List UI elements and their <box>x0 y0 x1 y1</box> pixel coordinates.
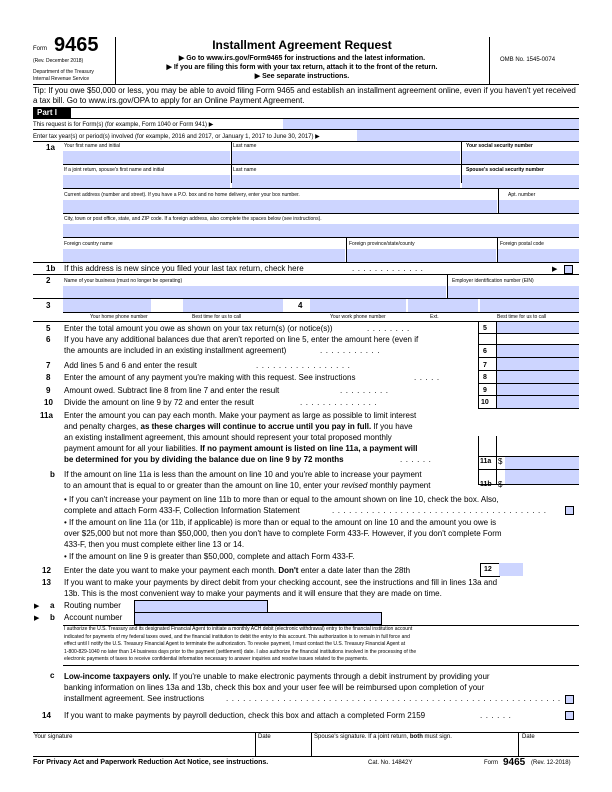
line-11b-box-label: 11b <box>480 481 492 488</box>
department: Department of the Treasury <box>33 69 94 75</box>
line-6-text-2: the amounts are included in an existing installment agreement) <box>64 346 287 355</box>
auth-line-1: I authorize the U.S. Treasury and its designated Financial Agent to initiate a monthly ACH debit (electronic withdrawal) entry to the financial institution account <box>64 626 413 632</box>
apt-number-label: Apt. number <box>508 192 536 198</box>
bullet-2-line-2: over $25,000 but not more than $50,000, then you don't have to complete Form 433-F. However, if you don't complete Form <box>64 529 502 538</box>
line-5-box-label: 5 <box>483 325 487 332</box>
ext-label: Ext. <box>430 314 439 320</box>
line-7-text: Add lines 5 and 6 and enter the result <box>64 361 197 370</box>
line-11a-text-3: an existing installment agreement, this amount should represent your total proposed monthly <box>64 433 392 442</box>
agency: Internal Revenue Service <box>33 76 90 82</box>
home-best-time-label: Best time for us to call <box>192 314 242 320</box>
first-name-field[interactable] <box>63 151 230 164</box>
tip-text: Tip: If you owe $50,000 or less, you may be able to avoid filing Form 9465 and establish an installment agreement online, even if you haven't yet received a tax bill. Go to www.irs.gov/OPA to apply for an Online Payment Agreement. <box>33 86 576 105</box>
line-11b-letter: b <box>50 470 55 479</box>
line-13c-text-1a: Low-income taxpayers only. <box>64 672 171 681</box>
line-13-text-1: If you want to make your payments by direct debit from your checking account, see the instructions and fill in lines 13a and <box>64 578 498 587</box>
line-11a-text-4b: If no payment amount is listed on line 11a, a payment will <box>200 444 418 453</box>
line-1b-checkbox[interactable] <box>564 265 573 274</box>
line-8-amount-field[interactable] <box>497 371 579 383</box>
line-6-box-label: 6 <box>483 348 487 355</box>
work-phone-ext-field[interactable] <box>408 299 478 312</box>
line-11b-text-1: If the amount on line 11a is less than the amount on line 10 and you're able to increase your payment <box>64 470 422 479</box>
line-11a-text-2 <box>64 422 413 432</box>
line-11b-amount-field[interactable] <box>505 470 579 484</box>
account-number-field[interactable] <box>134 612 382 625</box>
your-signature-field[interactable] <box>34 742 254 754</box>
line-13-text-2: 13b. This is the most convenient way to make your payments and it will ensure that they are made on time. <box>64 589 442 598</box>
line-13-number: 13 <box>42 578 51 587</box>
line-10-box-label: 10 <box>481 399 489 406</box>
footer-form-number: 9465 <box>503 757 526 768</box>
city-field[interactable] <box>63 224 579 237</box>
spouse-sig-a: Spouse's signature. If a joint return, <box>314 734 410 740</box>
city-label: City, town or post office, state, and ZIP code. If a foreign address, also complete the spaces below (see instructions). <box>64 216 322 222</box>
line-9-text: Amount owed. Subtract line 8 from line 7 and enter the result <box>64 386 280 395</box>
line-13c-text-3: installment agreement. See instructions <box>64 694 205 703</box>
line-13c-letter: c <box>50 671 55 680</box>
line-10-number: 10 <box>44 398 53 407</box>
line-5-dots: ........ <box>367 324 413 333</box>
foreign-postal-label: Foreign postal code <box>500 241 544 247</box>
auth-line-5: electronic payments of taxes to receive confidential information necessary to answer inquiries and resolve issues related to the payments. <box>64 656 369 662</box>
form-word: Form <box>33 46 47 52</box>
line-12-number: 12 <box>42 566 51 575</box>
form-number: 9465 <box>54 34 99 56</box>
line-9-box-label: 9 <box>483 387 487 394</box>
line-11a-box-label: 11a <box>480 458 492 465</box>
line-1b-number: 1b <box>46 264 56 273</box>
line-13c-dots: ........................................................... <box>226 694 564 703</box>
ein-field[interactable] <box>448 286 579 298</box>
your-signature-label: Your signature <box>34 734 73 740</box>
line-12-date-field[interactable] <box>499 563 523 576</box>
foreign-country-field[interactable] <box>63 249 345 262</box>
spouse-first-name-field[interactable] <box>63 175 230 188</box>
foreign-country-label: Foreign country name <box>64 241 113 247</box>
date-label-2: Date <box>522 734 535 740</box>
line-9-dots: ......... <box>340 386 392 395</box>
line-11a-text-2b: as these charges will continue to accrue until you pay in full. <box>140 422 372 431</box>
ssn-field[interactable] <box>462 151 579 164</box>
line-11b-text-2 <box>64 481 430 491</box>
ssn-label: Your social security number <box>466 143 533 149</box>
last-name-label: Last name <box>233 143 257 149</box>
last-name-field[interactable] <box>232 151 460 164</box>
tax-years-field[interactable] <box>357 130 579 141</box>
auth-line-3: effect until I notify the U.S. Treasury Financial Agent to terminate the authorization. To revoke payment, I must contact the U.S. Treasury Financial Agent at <box>64 641 406 647</box>
payroll-deduction-checkbox[interactable] <box>565 711 574 720</box>
line-7-dots: ................. <box>256 361 354 370</box>
bullet-2-line-1: • If the amount on line 11a (or 11b, if applicable) is more than or equal to the amount on line 10 and the amount you owe is <box>64 518 497 527</box>
part-label: Part I <box>33 108 71 118</box>
line-9-amount-field[interactable] <box>497 384 579 395</box>
line-4-number: 4 <box>298 301 303 310</box>
business-name-field[interactable] <box>63 286 446 298</box>
spouse-signature-label <box>314 734 452 740</box>
line-5-amount-field[interactable] <box>497 322 579 333</box>
home-phone-field[interactable] <box>63 299 151 312</box>
line-11a-dots: ...... <box>400 455 435 464</box>
line-10-text: Divide the amount on line 9 by 72 and enter the result <box>64 398 254 407</box>
line-7-amount-field[interactable] <box>497 358 579 370</box>
line-13b-arrow: ▶ <box>34 615 40 622</box>
footer-form-word: Form <box>484 760 498 766</box>
home-phone-label: Your home phone number <box>90 314 148 320</box>
line-8-dots: ..... <box>414 373 443 382</box>
auth-line-4: 1-800-829-1040 no later than 14 business days prior to the payment (settlement) date. I also authorize the financial institutions involved in the processing of the <box>64 648 417 655</box>
line-12-text <box>64 566 410 576</box>
foreign-province-label: Foreign province/state/county <box>349 241 415 247</box>
low-income-checkbox[interactable] <box>565 695 574 704</box>
line-13c-text-1 <box>64 672 490 682</box>
line-8-box-label: 8 <box>483 374 487 381</box>
tax-years-label: Enter tax year(s) or period(s) involved (for example, 2016 and 2017, or January 1, 2017 to June 30, 2017) ▶ <box>33 134 320 140</box>
debit-authorization <box>64 626 578 664</box>
footer-revision: (Rev. 12-2018) <box>531 760 571 766</box>
line-6-text-1: If you have any additional balances due that aren't reported on line 5, enter the amount here (even if <box>64 335 419 344</box>
line-7-box-label: 7 <box>483 362 487 369</box>
spouse-ssn-label: Spouse's social security number <box>466 167 544 173</box>
spouse-last-name-field[interactable] <box>232 175 460 188</box>
line-11a-text-1: Enter the amount you can pay each month. Make your payment as large as possible to limit interest <box>64 411 417 420</box>
line-14-number: 14 <box>42 711 51 720</box>
account-number-label: Account number <box>64 613 123 622</box>
apt-number-field[interactable] <box>499 200 579 213</box>
line-10-dots: .............. <box>300 398 381 407</box>
instructions-line-2: ▶ If you are filing this form with your tax return, attach it to the front of the return. <box>166 64 438 71</box>
line-13a-arrow: ▶ <box>34 603 40 610</box>
bullet-1-line-2: complete and attach Form 433-F, Collection Information Statement <box>64 506 300 515</box>
line-1a-number: 1a <box>46 143 55 152</box>
ein-label: Employer identification number (EIN) <box>452 278 534 284</box>
first-name-label: Your first name and initial <box>64 143 120 149</box>
line-12-text-b: Don't <box>278 566 299 575</box>
line-12-text-a: Enter the date you want to make your payment each month. <box>64 566 279 575</box>
line-11a-number: 11a <box>40 411 53 420</box>
work-phone-label: Your work phone number <box>330 314 386 320</box>
catalog-number: Cat. No. 14842Y <box>368 760 413 766</box>
address-field[interactable] <box>63 200 497 213</box>
bullet-1-line-1: • If you can't increase your payment on line 11b to more than or equal to the amount shown on line 10, check the box. Also, <box>64 495 499 504</box>
line-11a-text-5: be determined for you by dividing the balance due on line 9 by 72 months <box>64 455 344 464</box>
request-for-field[interactable] <box>283 119 579 129</box>
request-for-label: This request is for Form(s) (for example, Form 1040 or Form 941) ▶ <box>33 122 214 128</box>
form-title: Installment Agreement Request <box>212 38 392 52</box>
revision-date: (Rev. December 2018) <box>33 58 84 64</box>
line-5-number: 5 <box>46 324 51 333</box>
line-11b-text-2c: monthly payment <box>367 481 431 490</box>
spouse-last-name-label: Last name <box>233 167 257 173</box>
bullet-2-line-3: 433-F, then you must complete either line 13 or 14. <box>64 540 245 549</box>
line-9-number: 9 <box>46 386 51 395</box>
line-3-number: 3 <box>46 301 51 310</box>
routing-number-label: Routing number <box>64 601 121 610</box>
auth-line-2: indicated for payments of my federal taxes owed, and the financial institution to debit the entry to this account. This authorization is to remain in full force and <box>64 633 410 640</box>
bullet-1-dots: ...................................... <box>332 506 550 515</box>
line-12-text-c: enter a date later than the 28th <box>298 566 411 575</box>
home-phone-best-time-field[interactable] <box>183 299 283 312</box>
line-6-dots: ........... <box>320 346 383 355</box>
line-10-amount-field[interactable] <box>497 396 579 408</box>
address-label: Current address (number and street). If you have a P.O. box and no home delivery, enter your box number. <box>64 192 300 198</box>
line-14-dots: ...... <box>480 711 515 720</box>
line-13b-letter: b <box>50 613 55 622</box>
spouse-sig-c: must sign. <box>422 734 452 740</box>
instructions-line-3: ▶ See separate instructions. <box>254 73 350 80</box>
line-8-text: Enter the amount of any payment you're making with this request. See instructions <box>64 373 356 382</box>
form-433f-checkbox[interactable] <box>565 506 574 515</box>
line-12-box-label: 12 <box>484 566 492 573</box>
instructions-line-1: ▶ Go to www.irs.gov/Form9465 for instructions and the latest information. <box>178 55 426 62</box>
line-11b-text-2a: to an amount that is equal to or greater than the amount on line 10, enter your <box>64 481 342 490</box>
work-best-time-label: Best time for us to call <box>497 314 547 320</box>
line-14-text: If you want to make payments by payroll deduction, check this box and attach a completed Form 2159 <box>64 711 426 720</box>
business-name-label: Name of your business (must no longer be operating) <box>64 278 183 284</box>
privacy-notice: For Privacy Act and Paperwork Reduction Act Notice, see instructions. <box>33 759 269 766</box>
line-1b-arrow: ▶ <box>552 266 558 273</box>
spouse-sig-b: both <box>409 734 423 740</box>
line-2-number: 2 <box>46 276 51 285</box>
date-label-1: Date <box>258 734 271 740</box>
line-6-number: 6 <box>46 335 51 344</box>
line-11b-dollar: $ <box>498 480 503 489</box>
line-11a-text-2a: and penalty charges, <box>64 422 141 431</box>
line-13a-letter: a <box>50 601 55 610</box>
line-1b-dots: ............. <box>352 264 427 273</box>
line-13c-text-2: banking information on lines 13a and 13b, check this box and your user fee will be reimbursed upon completion of your <box>64 683 485 692</box>
line-8-number: 8 <box>46 373 51 382</box>
line-13c-text-1b: If you're unable to make electronic payments through a debit instrument by providing your <box>170 672 490 681</box>
work-phone-best-time-field[interactable] <box>480 299 579 312</box>
line-11a-amount-field[interactable] <box>505 456 579 469</box>
foreign-province-field[interactable] <box>347 249 496 262</box>
spouse-signature-date-field[interactable] <box>519 742 579 754</box>
foreign-postal-field[interactable] <box>498 249 579 262</box>
line-11a-text-2c: If you have <box>371 422 413 431</box>
line-11a-text-4 <box>64 444 417 454</box>
spouse-ssn-field[interactable] <box>462 175 579 188</box>
line-11b-text-2b: revised <box>341 481 368 490</box>
spouse-first-name-label: If a joint return, spouse's first name and initial <box>64 167 165 173</box>
line-5-text: Enter the total amount you owe as shown on your tax return(s) (or notice(s)) <box>64 324 333 333</box>
your-signature-date-field[interactable] <box>256 742 310 754</box>
line-7-number: 7 <box>46 361 51 370</box>
bullet-3: • If the amount on line 9 is greater than $50,000, complete and attach Form 433-F. <box>64 552 355 561</box>
line-11a-text-4a: payment amount for all your liabilities. <box>64 444 201 453</box>
line-6-amount-field[interactable] <box>497 345 579 357</box>
line-1b-text: If this address is new since you filed your last tax return, check here <box>64 264 304 273</box>
work-phone-field[interactable] <box>310 299 406 312</box>
spouse-signature-field[interactable] <box>312 742 517 754</box>
omb-number: OMB No. 1545-0074 <box>500 57 556 63</box>
line-11a-dollar: $ <box>498 457 503 466</box>
